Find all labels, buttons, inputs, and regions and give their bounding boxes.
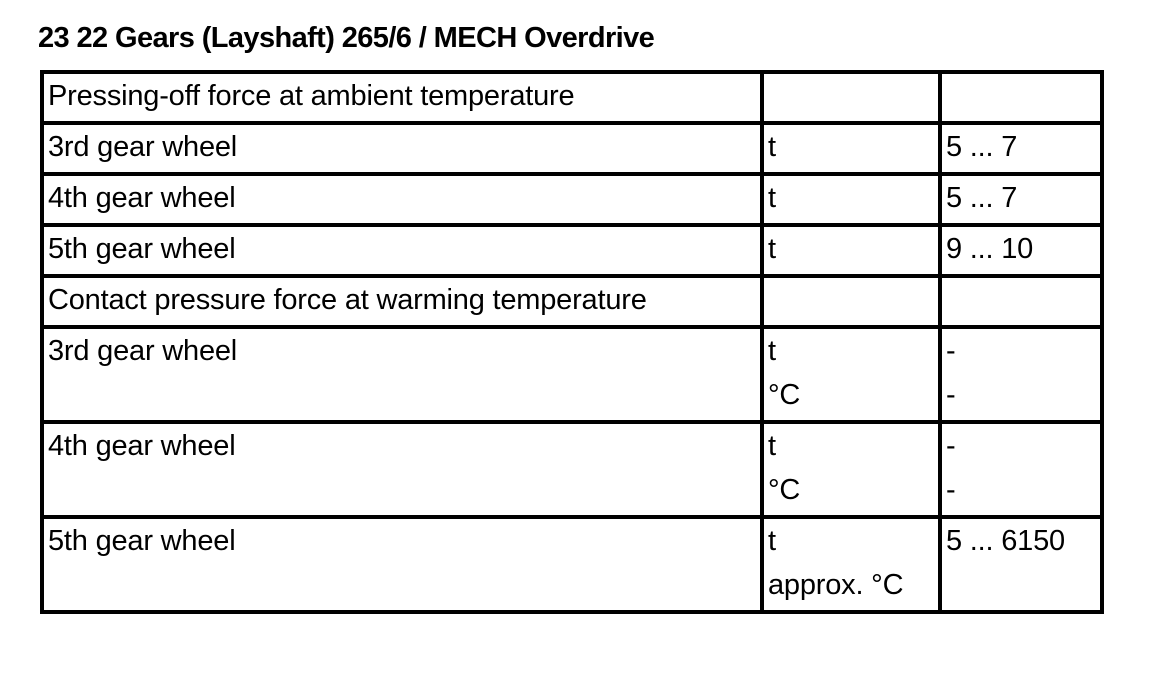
value-line: 5 ... 7 <box>946 131 1018 163</box>
row-unit <box>762 422 940 517</box>
row-unit <box>762 327 940 422</box>
unit-line: approx. °C <box>768 569 904 601</box>
row-value <box>940 327 1102 422</box>
value-line: - <box>946 430 956 462</box>
table-row <box>42 517 1102 612</box>
value-line: 5 ... 7 <box>946 182 1018 214</box>
spec-table <box>40 70 1104 614</box>
row-label: 5th gear wheel <box>42 517 762 612</box>
table-row <box>42 72 1102 123</box>
row-unit <box>762 174 940 225</box>
row-unit <box>762 72 940 123</box>
value-line: - <box>946 379 956 411</box>
value-line: - <box>946 335 956 367</box>
row-label: 3rd gear wheel <box>42 123 762 174</box>
table-row <box>42 327 1102 422</box>
unit-line: t <box>768 525 776 557</box>
row-unit <box>762 225 940 276</box>
table-row <box>42 225 1102 276</box>
row-label: 4th gear wheel <box>42 174 762 225</box>
value-line: 9 ... 10 <box>946 233 1034 265</box>
row-value <box>940 174 1102 225</box>
page-title: 23 22 Gears (Layshaft) 265/6 / MECH Overdrive <box>38 22 655 54</box>
row-value <box>940 276 1102 327</box>
table-row <box>42 276 1102 327</box>
row-value <box>940 123 1102 174</box>
row-label: Contact pressure force at warming temperature <box>42 276 762 327</box>
row-value <box>940 517 1102 612</box>
table-row <box>42 123 1102 174</box>
row-value <box>940 422 1102 517</box>
unit-line: t <box>768 335 776 367</box>
row-unit <box>762 276 940 327</box>
unit-line: °C <box>768 379 801 411</box>
row-unit <box>762 517 940 612</box>
table-row <box>42 174 1102 225</box>
unit-line: t <box>768 430 776 462</box>
value-line: - <box>946 474 956 506</box>
unit-line: °C <box>768 474 801 506</box>
table-row <box>42 422 1102 517</box>
row-value <box>940 225 1102 276</box>
row-label: Pressing-off force at ambient temperature <box>42 72 762 123</box>
unit-line: t <box>768 182 776 214</box>
unit-line: t <box>768 131 776 163</box>
row-unit <box>762 123 940 174</box>
unit-line: t <box>768 233 776 265</box>
row-label: 4th gear wheel <box>42 422 762 517</box>
row-label: 3rd gear wheel <box>42 327 762 422</box>
row-value <box>940 72 1102 123</box>
row-label: 5th gear wheel <box>42 225 762 276</box>
value-line: 5 ... 6150 <box>946 525 1065 557</box>
